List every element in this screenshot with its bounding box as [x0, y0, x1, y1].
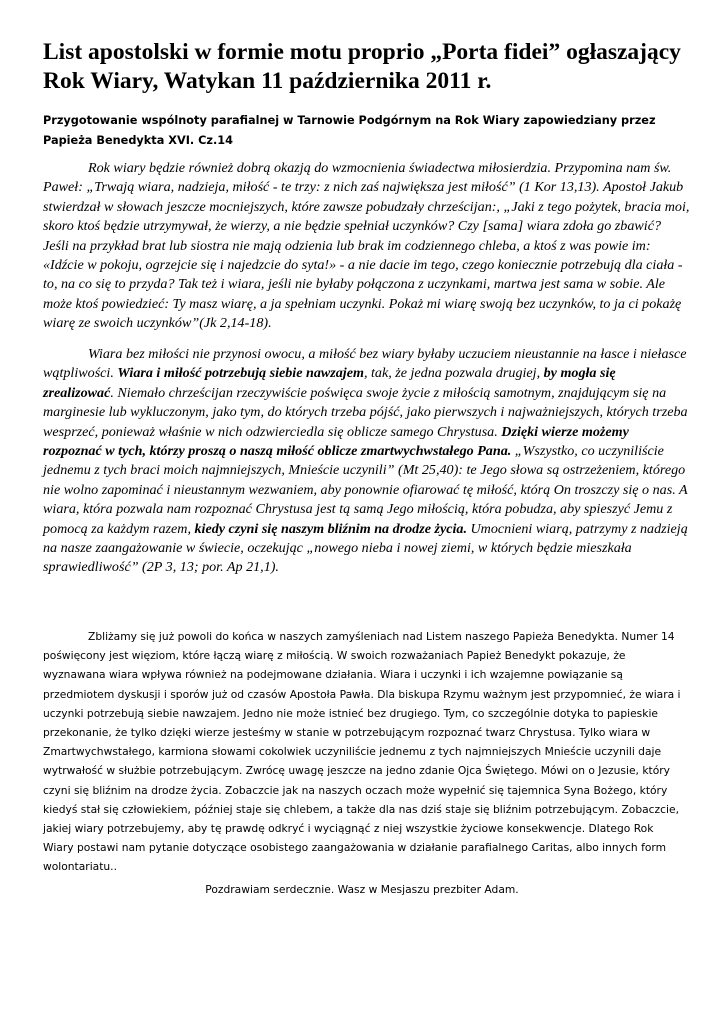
quote-paragraph-2 — [43, 345, 690, 578]
quote2-text-1: Wiara bez miłości nie przynosi owocu, a miłość bez wiary byłaby uczuciem nieustannie na łasce i niełasce wątpliwości. — [43, 346, 687, 382]
quote2-bold-2: by mogła się zrealizować — [43, 365, 616, 401]
closing-greeting: Pozdrawiam serdecznie. Wasz w Mesjaszu prezbiter Adam. — [205, 883, 519, 896]
quote2-bold-4: kiedy czyni się naszym bliźnim na drodze życia. — [194, 520, 467, 537]
commentary-paragraph: Zbliżamy się już powoli do końca w naszych zamyśleniach nad Listem naszego Papieża Benedykta. Numer 14 poświęcony jest więziom, które łączą wiarę z miłością. W swoich rozważaniach Papież Benedykt pokazuje, że wyznawana wiara wpływa również na podejmowane działania. Wiara i uczynki i ich wzajemne powiązanie są przedmiotem dyskusji i sporów już od czasów Apostoła Pawła. Dla biskupa Rzymu ważnym jest przypomnieć, że wiara i uczynki potrzebują siebie nawzajem. Jedno nie może istnieć bez drugiego. Tym, co szczególnie dotyka to papieskie przekonanie, że tylko dzięki wierze jesteśmy w stanie w potrzebującym rozpoznać twarz Chrystusa. Tylko wiara w Zmartwychwstałego, karmiona słowami cokolwiek uczyniliście jednemu z tych najmniejszych Mnieście uczynili daje wytrwałość w służbie potrzebującym. Zwrócę uwagę jeszcze na jedno zdanie Ojca Świętego. Mówi on o Jezusie, który czyni się bliźnim na drodze życia. Zobaczcie jak na naszych oczach może wypełnić się tajemnica Syna Bożego, który kiedyś stał się człowiekiem, później staje się chlebem, a także dla nas dziś staje się bliźnim potrzebującym. Zobaczcie, jakiej wiary potrzebujemy, aby tę prawdę odkryć i wyciągnąć z niej wszystkie życiowe konsekwencje. Dlatego Rok Wiary postawi nam pytanie dotyczące osobistego zaangażowania w działanie parafialnego Caritas, albo innych form wolontariatu.. — [43, 630, 681, 874]
document-title: List apostolski w formie motu proprio „Porta fidei” ogłaszający Rok Wiary, Watykan 11 października 2011 r. — [43, 39, 681, 94]
quote-paragraph-1: Rok wiary będzie również dobrą okazją do wzmocnienia świadectwa miłosierdzia. Przypomina nam św. Paweł: „Trwają wiara, nadzieja, miłość - te trzy: z nich zaś największa jest miłość” (1 Kor 13,13). Apostoł Jakub stwierdzał w słowach jeszcze mocniejszych, które zawsze pobudzały chrześcijan:, „Jaki z tego pożytek, bracia moi, skoro ktoś będzie utrzymywał, że wierzy, a nie będzie spełniał uczynków? Czy [sama] wiara zdoła go zbawić? Jeśli na przykład brat lub siostra nie mają odzienia lub brak im codziennego chleba, a ktoś z was powie im: «Idźcie w pokoju, ogrzejcie się i najedzcie do syta!» - a nie dacie im tego, czego koniecznie potrzebują dla ciała - to, na co się to przyda? Tak też i wiara, jeśli nie byłaby połączona z uczynkami, martwa jest sama w sobie. Ale może ktoś powiedzieć: Ty masz wiarę, a ja spełniam uczynki. Pokaż mi wiarę swoją bez uczynków, to ja ci pokażę wiarę ze swoich uczynków”(Jk 2,14-18). — [43, 160, 690, 332]
quote2-text-4: „Wszystko, co uczyniliście jednemu z tych braci moich najmniejszych, Mnieście uczynili” (Mt 25,40): te Jego słowa są ostrzeżeniem, którego nie wolno zapominać i nieustannym wezwaniem, aby ponownie ofiarować tę miłość, którą On troszczy się o nas. A wiara, która pozwala nam rozpoznać Chrystusa jest tą samą Jego miłością, która pobudza, aby spieszyć Jemu z pomocą za każdym razem, — [43, 443, 688, 537]
quote2-text-5: Umocnieni wiarą, patrzymy z nadzieją na nasze zaangażowanie w świecie, oczekując „nowego nieba i nowej ziemi, w których będzie mieszkała sprawiedliwość” (2P 3, 13; por. Ap 21,1). — [43, 520, 688, 576]
quote2-bold-3: Dzięki wierze możemy rozpoznać w tych, którzy proszą o naszą miłość oblicze zmartwychwstałego Pana. — [43, 423, 629, 460]
document-subtitle: Przygotowanie wspólnoty parafialnej w Tarnowie Podgórnym na Rok Wiary zapowiedziany przez Papieża Benedykta XVI. Cz.14 — [43, 114, 656, 147]
quote2-text-2: , tak, że jedna pozwala drugiej, — [363, 365, 544, 382]
quote2-text-3: . Niemało chrześcijan rzeczywiście poświęca swoje życie z miłością samotnym, znajdującym się na marginesie lub wykluczonym, jako tym, do których trzeba pójść, jako pierwszych i najważniejszych, których trzeba wesprzeć, ponieważ właśnie w nich odzwierciedla się oblicze samego Chrystusa. — [43, 384, 688, 440]
quote2-bold-1: Wiara i miłość potrzebują siebie nawzajem — [117, 365, 364, 382]
